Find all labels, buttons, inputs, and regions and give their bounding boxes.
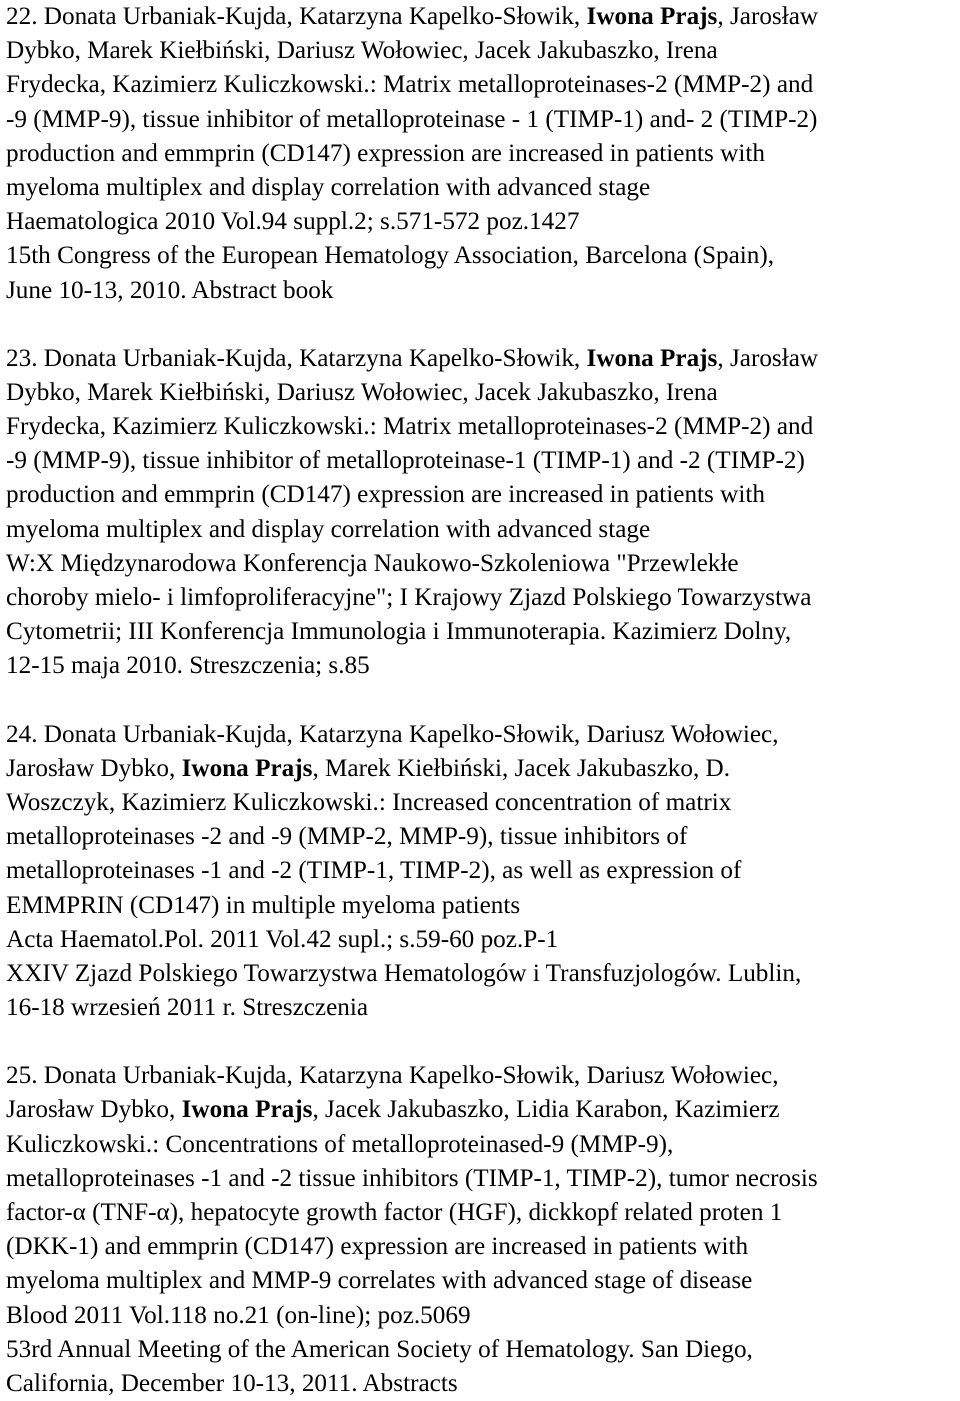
conference-info: 12-15 maja 2010. Streszczenia; s.85 [6,652,370,680]
conference-info: 53rd Annual Meeting of the American Society of Hematology. San Diego, [6,1335,753,1363]
entry-line: 24. Donata Urbaniak-Kujda, Katarzyna Kapelko-Słowik, Dariusz Wołowiec, [6,720,779,748]
entry-line: metalloproteinases -1 and -2 (TIMP-1, TIMP-2), as well as expression of [6,857,742,885]
entry-line: Jarosław Dybko, Iwona Prajs, Jacek Jakubaszko, Lidia Karabon, Kazimierz [6,1096,780,1124]
entry-line: Kuliczkowski.: Concentrations of metalloproteinased-9 (MMP-9), [6,1130,674,1158]
conference-info: XXIV Zjazd Polskiego Towarzystwa Hematologów i Transfuzjologów. Lublin, [6,959,802,987]
entry-line: Dybko, Marek Kiełbiński, Dariusz Wołowiec, Jacek Jakubaszko, Irena [6,37,718,65]
conference-info: 16-18 wrzesień 2011 r. Streszczenia [6,994,369,1022]
conference-info: California, December 10-13, 2011. Abstracts [6,1369,458,1397]
entry-line: myeloma multiplex and display correlation with advanced stage [6,173,651,201]
entry-line: -9 (MMP-9), tissue inhibitor of metalloproteinase-1 (TIMP-1) and -2 (TIMP-2) [6,447,805,475]
entry-line: (DKK-1) and emmprin (CD147) expression are increased in patients with [6,1233,749,1261]
entry-line: Jarosław Dybko, Iwona Prajs, Marek Kiełbiński, Jacek Jakubaszko, D. [6,754,731,782]
entry-line: metalloproteinases -2 and -9 (MMP-2, MMP-9), tissue inhibitors of [6,823,688,851]
entry-line: Dybko, Marek Kiełbiński, Dariusz Wołowiec, Jacek Jakubaszko, Irena [6,378,718,406]
journal-citation: Acta Haematol.Pol. 2011 Vol.42 supl.; s.59-60 poz.P-1 [6,925,559,953]
journal-citation: Blood 2011 Vol.118 no.21 (on-line); poz.5069 [6,1301,471,1329]
highlighted-author: Iwona Prajs [586,3,718,30]
conference-info: June 10-13, 2010. Abstract book [6,276,334,304]
entry-line: factor-α (TNF-α), hepatocyte growth factor (HGF), dickkopf related proten 1 [6,1199,783,1226]
publication-entry-23 [6,342,958,684]
entry-line: -9 (MMP-9), tissue inhibitor of metalloproteinase - 1 (TIMP-1) and- 2 (TIMP-2) [6,105,818,133]
highlighted-author: Iwona Prajs [181,754,313,782]
entry-line: 25. Donata Urbaniak-Kujda, Katarzyna Kapelko-Słowik, Dariusz Wołowiec, [6,1062,779,1090]
publication-entry-22 [6,0,958,308]
entry-line: production and emmprin (CD147) expression are increased in patients with [6,481,765,509]
publication-entry-24 [6,718,958,1026]
conference-info: choroby mielo- i limfoproliferacyjne"; I Krajowy Zjazd Polskiego Towarzystwa [6,584,812,611]
highlighted-author: Iwona Prajs [586,344,718,372]
entry-line: Woszczyk, Kazimierz Kuliczkowski.: Increased concentration of matrix [6,788,732,816]
conference-info: 15th Congress of the European Hematology Association, Barcelona (Spain), [6,242,775,270]
conference-info: Cytometrii; III Konferencja Immunologia i Immunoterapia. Kazimierz Dolny, [6,618,792,646]
journal-citation: Haematologica 2010 Vol.94 suppl.2; s.571-572 poz.1427 [6,208,580,236]
entry-line: Frydecka, Kazimierz Kuliczkowski.: Matrix metalloproteinases-2 (MMP-2) and [6,413,814,441]
entry-line: 22. Donata Urbaniak-Kujda, Katarzyna Kapelko-Słowik, Iwona Prajs, Jarosław [6,3,819,30]
publication-list [6,0,958,1401]
entry-line: myeloma multiplex and MMP-9 correlates with advanced stage of disease [6,1267,753,1295]
entry-line: EMMPRIN (CD147) in multiple myeloma patients [6,891,521,919]
publication-entry-25 [6,1059,958,1401]
entry-line: Frydecka, Kazimierz Kuliczkowski.: Matrix metalloproteinases-2 (MMP-2) and [6,71,814,99]
entry-line: production and emmprin (CD147) expression are increased in patients with [6,139,765,167]
entry-line: 23. Donata Urbaniak-Kujda, Katarzyna Kapelko-Słowik, Iwona Prajs, Jarosław [6,344,819,372]
entry-line: metalloproteinases -1 and -2 tissue inhibitors (TIMP-1, TIMP-2), tumor necrosis [6,1164,818,1192]
entry-line: myeloma multiplex and display correlation with advanced stage [6,515,651,543]
highlighted-author: Iwona Prajs [181,1096,313,1124]
conference-info: W:X Międzynarodowa Konferencja Naukowo-Szkoleniowa "Przewlekłe [6,549,739,577]
